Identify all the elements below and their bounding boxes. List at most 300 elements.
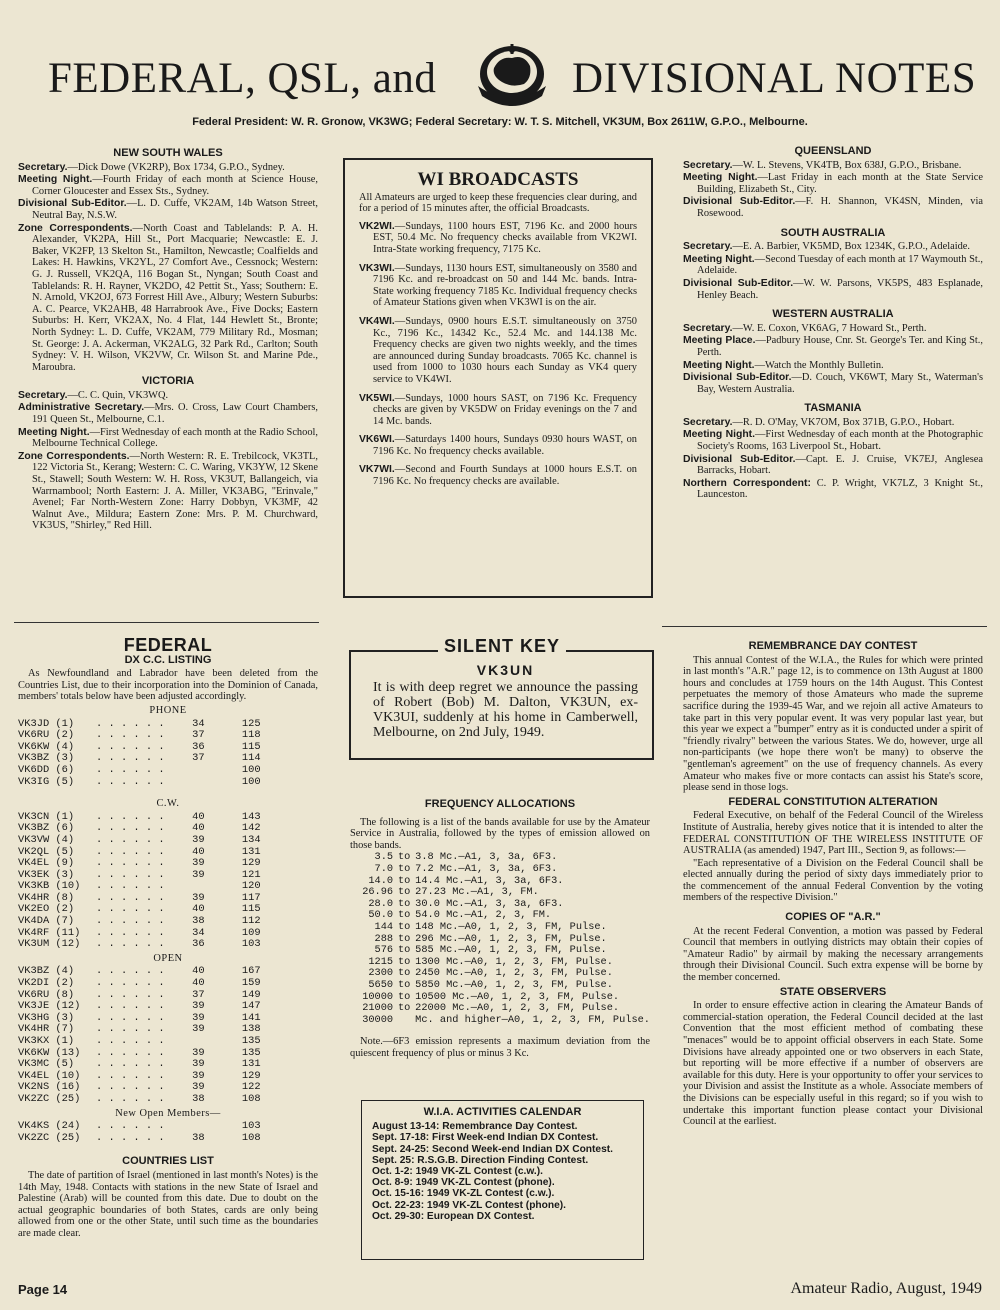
wi-broadcast-items [359,221,637,488]
band-to: to [397,967,411,980]
total-cell: 141 [241,1011,261,1024]
band-start: 21000 [362,1002,394,1015]
band-to: to [397,955,411,968]
annual-cell: 38 [192,915,205,928]
table-row [18,1094,261,1106]
leader-dots: . . . . . . [96,938,165,951]
dx-cc-intro: As Newfoundland and Labrador have been deleted from the Countries List, due to their incorporation into the Dominion of Canada, members' totals below have been adjusted accordingly. [18,668,318,703]
leader-dots: . . . . . . [96,988,165,1001]
total-cell: 112 [241,915,261,928]
frequency-table [350,852,650,1026]
band-to: to [397,1002,411,1015]
entry [683,160,983,172]
leader-dots: . . . . . . [96,717,165,730]
annual-cell: 39 [192,891,205,904]
remembrance-heading: REMEMBRANCE DAY CONTEST [748,640,918,652]
annual-cell: 39 [192,1000,205,1013]
total-cell: 131 [241,1058,261,1071]
leader-dots: . . . . . . [96,857,165,870]
entry-text: —First Wednesday of each month at the Radio School, Melbourne Technical College. [32,426,318,450]
table-row [350,887,650,899]
leader-dots: . . . . . . [96,775,165,788]
new-open-table [18,1121,261,1144]
band-end-emission: 2450 Mc.—A0, 1, 2, 3, FM, Pulse. [415,967,613,980]
annual-cell: 34 [192,926,205,939]
broadcast-call: VK7WI. [359,464,395,476]
broadcast-item [359,434,637,457]
annual-cell: 40 [192,845,205,858]
table-row [18,1121,261,1133]
entry [18,390,318,402]
total-cell: 114 [241,752,261,765]
annual-cell: 36 [192,938,205,951]
total-cell: 121 [241,868,261,881]
band-start: 1215 [368,955,394,968]
leader-dots: . . . . . . [96,1046,165,1059]
callsign-cell: VK3MC (5) [18,1058,75,1071]
silent-key-box [349,650,654,760]
entry-label: Secretary. [18,389,68,401]
band-start: 3.5 [374,851,394,864]
broadcast-text: —Second and Fourth Sundays at 1000 hours E.S.T. on 7196 Kc. No frequency checks are available. [373,464,637,488]
entry [683,360,983,372]
constitution-quote: "Each representative of a Division on the Federal Council shall be elected annually during the period of sixty days immediately prior to the commencement of the annual Federal Convention by the voting members of the respective Division." [683,857,983,904]
entry [18,223,318,374]
broadcast-text: —Sundays, 1130 hours EST, simultaneously on 3580 and 7196 Kc. and re-broadcast on 50 and 144 Mc. bands. Intra-State working frequency 7185 Kc. Individual frequency checks of Amateur Stations given when VK3WI is on the air. [373,262,637,309]
total-cell: 115 [241,740,261,753]
total-cell: 103 [241,938,261,951]
leader-dots: . . . . . . [96,977,165,990]
entry [18,174,318,197]
band-to: to [397,897,411,910]
entry-text: —D. Couch, VK6WT, Mary St., Waterman's Bay, Western Australia. [697,372,983,395]
annual-cell: 38 [192,1131,205,1144]
table-row [350,1015,650,1027]
entry-label: Administrative Secretary. [18,402,145,414]
states-column [683,143,983,502]
annual-cell: 37 [192,988,205,1001]
band-to: to [397,886,411,899]
western-australia-entries [683,323,983,396]
entry-label: Divisional Sub-Editor. [683,372,792,384]
band-end-emission: 1300 Mc.—A0, 1, 2, 3, FM, Pulse. [415,955,613,968]
entry [683,196,983,219]
annual-cell: 39 [192,1023,205,1036]
total-cell: 100 [241,763,261,776]
leader-dots: . . . . . . [96,1081,165,1094]
calendar-item: Oct. 15-16: 1949 VK-ZL Contest (c.w.). [372,1188,555,1200]
calendar-item: Sept. 24-25: Second Week-end Indian DX Contest. [372,1143,613,1155]
band-to: to [397,862,411,875]
callsign-cell: VK4EL (9) [18,857,75,870]
entry-text: —Dick Dowe (VK2RP), Box 1734, G.P.O., Sydney. [67,161,285,173]
entry-text: —Mrs. O. Cross, Law Court Chambers, 191 Queen St., Melbourne, C.1. [32,402,318,426]
entry [683,323,983,335]
copies-heading: COPIES OF "A.R." [785,911,881,924]
total-cell: 147 [241,1000,261,1013]
band-end-emission: 22000 Mc.—A0, 1, 2, 3, FM, Pulse. [415,1002,620,1015]
band-start: 30000 [362,1013,394,1026]
entry-label: Divisional Sub-Editor. [683,277,794,289]
table-row [18,916,261,928]
federal-heading: FEDERAL [123,635,213,655]
callsign-cell: VK2NS (16) [18,1081,81,1094]
band-start: 10000 [362,990,394,1003]
total-cell: 135 [241,1035,261,1047]
callsign-cell: VK6KW (13) [18,1046,81,1059]
broadcast-call: VK3WI. [359,262,395,274]
entry-text: C. P. Wright, VK7LZ, 3 Knight St., Launceston. [697,477,983,501]
table-row [350,864,650,876]
broadcast-text: —Saturdays 1400 hours, Sundays 0930 hours WAST, on 7196 Kc. No frequency checks available. [373,434,637,457]
table-row [18,978,261,990]
entry-text: —W. E. Coxon, VK6AG, 7 Howard St., Perth. [732,322,927,334]
band-start: 5650 [368,978,394,991]
leader-dots: . . . . . . [96,1069,165,1082]
table-row [18,858,261,870]
annual-cell: 34 [192,717,205,730]
nsw-entries [18,162,318,374]
callsign-cell: VK3BZ (3) [18,752,75,765]
observers-heading: STATE OBSERVERS [779,985,887,998]
callsign-cell: VK3BZ (6) [18,822,75,835]
victoria-entries [18,390,318,532]
calendar-item: August 13-14: Remembrance Day Contest. [372,1121,578,1133]
calendar-item: Oct. 29-30: European DX Contest. [372,1210,535,1222]
leader-dots: . . . . . . [96,880,165,893]
entry-text: —North Western: R. E. Trebilcock, VK3TL, 122 Victoria St., Kerang; Western: C. C. Waring, VK3YW, 12 Skene St., Stawell; South Western: W. H. Ross, VK3UT, Ballangeich, via Warrnambool; North Eastern: J. A. Miller, VK3ABG, "Erinvale," Avenel; Far North-Western Zone: Harry Dobbyn, VK3MF, 42 Walnut Ave., Mildura; Eastern Zone: Mrs. P. M. Churchward, VK3US, "Shirley," Red Hill. [32,450,318,532]
silent-key-call: VK3UN [476,662,535,678]
entry-label: Meeting Night. [683,253,755,265]
western-australia-heading: WESTERN AUSTRALIA [772,308,894,321]
callsign-cell: VK2ZC (25) [18,1131,81,1144]
queensland-entries [683,160,983,220]
entry-label: Meeting Night. [18,426,90,438]
total-cell: 100 [241,775,261,788]
total-cell: 118 [241,729,261,742]
calendar-items [372,1121,633,1222]
annual-cell: 39 [192,857,205,870]
band-to: to [397,978,411,991]
observers-text: In order to ensure effective action in clearing the Amateur Bands of commercial-station operation, the Federal Council decided at the last Convention that the most efficient method of combating these "menaces" would be to appoint official observers in each State. Some Divisions have already appointed one or two observers in each State, but reporting will be more effective if a number of observers are available for this duty. Here is your opportunity to offer your services to your Division and assist the Institute as a whole. Associate members of the Divisions can be especially useful in this regard; so if you wish to undertake this important function please contact your Divisional Council at the earliest. [683,1000,983,1128]
south-australia-entries [683,241,983,301]
total-cell: 108 [241,1131,261,1144]
callsign-cell: VK2ZC (25) [18,1092,81,1105]
entry-label: Secretary. [683,159,733,171]
callsign-cell: VK3IG (5) [18,775,75,788]
band-end-emission: 7.2 Mc.—A1, 3, 3a, 6F3. [415,862,558,875]
entry [683,254,983,277]
band-end-emission: Mc. and higher—A0, 1, 2, 3, FM, Pulse. [415,1013,650,1026]
entry-text: —Padbury House, Cnr. St. George's Ter. and King St., Perth. [697,335,983,358]
band-to [393,1015,415,1027]
callsign-cell: VK4DA (7) [18,915,75,928]
annual-cell: 39 [192,833,205,846]
callsign-cell: VK4HR (7) [18,1023,75,1036]
entry [683,172,983,195]
total-cell: 135 [241,1046,261,1059]
annual-cell: 39 [192,1011,205,1024]
leader-dots: . . . . . . [96,740,165,753]
annual-cell: 40 [192,903,205,916]
table-row [350,922,650,934]
callsign-cell: VK3UM (12) [18,938,81,951]
band-start: 576 [374,944,394,957]
title-right: DIVISIONAL NOTES [572,55,977,102]
callsign-cell: VK4EL (10) [18,1069,81,1082]
band-end-emission: 3.8 Mc.—A1, 3, 3a, 6F3. [415,851,558,864]
total-cell: 167 [241,965,261,978]
band-end-emission: 5850 Mc.—A0, 1, 2, 3, FM, Pulse. [415,978,613,991]
broadcast-call: VK6WI. [359,434,395,446]
annual-cell [165,765,205,777]
divider-right [662,626,987,627]
entry-text: —Capt. E. J. Cruise, VK7EJ, Anglesea Barracks, Hobart. [697,453,983,477]
leader-dots: . . . . . . [96,810,165,823]
constitution-heading: FEDERAL CONSTITUTION ALTERATION [728,795,938,808]
federal-column [18,635,318,1241]
band-start: 14.0 [368,874,394,887]
annual-cell: 39 [192,868,205,881]
entry-text: —F. H. Shannon, VK4SN, Minden, via Rosewood. [697,196,983,219]
callsign-cell: VK3KB (10) [18,880,81,893]
broadcast-call: VK2WI. [359,220,395,232]
callsign-cell: VK2DI (2) [18,977,75,990]
total-cell: 115 [241,903,261,916]
entry-label: Secretary. [18,161,68,173]
wi-broadcasts-box [343,158,653,598]
tasmania-entries [683,417,983,501]
callsign-cell: VK3HG (3) [18,1011,75,1024]
officers-line: Federal President: W. R. Gronow, VK3WG; Federal Secretary: W. T. S. Mitchell, VK3UM, Box 2611W, G.P.O., Melbourne. [192,116,808,128]
band-end-emission: 296 Mc.—A0, 1, 2, 3, FM, Pulse. [415,932,607,945]
entry [18,162,318,174]
countries-text: The date of partition of Israel (mentioned in last month's Notes) is the 14th May, 1948. Contacts with stations in the new State of Israel and Palestine (Arab) will be counted from this date. Due to doubt on the actual geographic boundaries of both States, cards are only being allowed from one or the other State, until such time as the boundaries are made clear. [18,1169,318,1239]
annual-cell [165,777,205,789]
remembrance-text: This annual Contest of the W.I.A., the Rules for which were printed in last month's "A.R." page 12, is to commence on 13th August at 1800 hours and concludes at 1759 hours on the 14th August. This Contest perpetuates the memory of those Amateurs who made the supreme sacrifice during the 1939-45 War, and we rejoin all active Amateurs to take part in this very popular event. It was very popular last year, but this year we expect a "bumper" entry as it is conducted under a spirit of "friendly rivalry" between the various States. We do, however, urge all non-participants (we hope there won't be many) to observe the "gentleman's agreement" on the use of frequency channels. As every Amateur who makes five or more contacts can assist his State's score, please send in those logs. [683,654,983,794]
broadcast-text: —Sundays, 0900 hours E.S.T. simultaneously on 3750 Kc., 7196 Kc., 14342 Kc., 52.4 Mc. and 144.138 Mc. Frequency checks are given two nights weekly, and the times are announced during Sunday broadcasts. 7065 Kc. channel is used from 1000 to 1030 hours each Sunday as VK4 query service to VK4WI. [373,315,637,385]
entry-label: Zone Correspondents. [18,450,130,462]
broadcast-item [359,464,637,487]
band-start: 28.0 [368,897,394,910]
entry [683,454,983,477]
broadcast-text: —Sundays, 1000 hours SAST, on 7196 Kc. Frequency checks are given by VK5DW on Friday evenings on the 7 and 14 Mc. bands. [373,392,637,427]
table-row [18,835,261,847]
entry-text: —Fourth Friday of each month at Science House, Corner Gloucester and Essex Sts., Sydney. [32,174,318,197]
callsign-cell: VK2EO (2) [18,903,75,916]
entry [18,427,318,450]
frequency-note: Note.—6F3 emission represents a maximum deviation from the quiescent frequency of plus or minus 3 Kc. [350,1036,650,1059]
annual-cell: 39 [192,1058,205,1071]
broadcast-call: VK4WI. [359,315,395,327]
entry-label: Meeting Night. [683,429,756,441]
cw-table [18,812,261,951]
entry-text: —Watch the Monthly Bulletin. [754,359,884,371]
queensland-heading: QUEENSLAND [794,145,872,157]
entry-label: Meeting Night. [683,172,758,184]
activities-calendar-box [361,1100,644,1260]
leader-dots: . . . . . . [96,1023,165,1036]
phone-label: PHONE [149,704,187,716]
leader-dots: . . . . . . [96,1092,165,1105]
leader-dots: . . . . . . [96,729,165,742]
callsign-cell: VK6RU (8) [18,988,75,1001]
leader-dots: . . . . . . [96,891,165,904]
leader-dots: . . . . . . [96,1120,165,1133]
annual-cell: 40 [192,965,205,978]
entry-label: Northern Correspondent: [683,477,811,489]
leader-dots: . . . . . . [96,752,165,765]
entry-label: Secretary. [683,322,733,334]
annual-cell [165,1036,205,1048]
entry [683,478,983,501]
nsw-heading: NEW SOUTH WALES [113,147,223,159]
entry [683,372,983,395]
annual-cell: 40 [192,810,205,823]
broadcast-item [359,221,637,256]
band-to: to [397,920,411,933]
entry [18,198,318,221]
annual-cell: 39 [192,1046,205,1059]
entry-text: —L. D. Cuffe, VK2AM, 14b Watson Street, Neutral Bay, N.S.W. [32,198,318,221]
band-to: to [397,851,411,864]
callsign-cell: VK4KS (24) [18,1120,81,1133]
band-start: 288 [374,932,394,945]
total-cell: 117 [241,891,261,904]
entry-text: —C. C. Quin, VK3WQ. [67,389,169,401]
entry-label: Secretary. [683,416,733,428]
entry-text: —First Wednesday of each month at the Photographic Society's Rooms, 163 Liverpool St., Hobart. [697,429,983,453]
callsign-cell: VK4RF (11) [18,926,81,939]
broadcast-text: —Sundays, 1100 hours EST, 7196 Kc. and 2000 hours EST, 50.4 Mc. No frequency checks available from VK2WI. Intra-State working frequency, 7175 Kc. [373,220,637,255]
callsign-cell: VK6RU (2) [18,729,75,742]
new-open-label: New Open Members— [115,1107,221,1119]
frequency-heading: FREQUENCY ALLOCATIONS [424,798,576,810]
annual-cell: 40 [192,822,205,835]
calendar-item: Oct. 1-2: 1949 VK-ZL Contest (c.w.). [372,1166,543,1178]
band-start: 7.0 [374,862,394,875]
page-number: Page 14 [18,1282,68,1297]
entry-text: —Second Tuesday of each month at 17 Waymouth St., Adelaide. [697,253,983,277]
open-table [18,966,261,1105]
total-cell: 129 [241,857,261,870]
entry [683,335,983,358]
callsign-cell: VK3JD (1) [18,717,75,730]
table-row [18,730,261,742]
leader-dots: . . . . . . [96,1035,165,1047]
constitution-text: Federal Executive, on behalf of the Federal Council of the Wireless Institute of Australia, hereby gives notice that it is intended to alter the FEDERAL CONSTITUTION OF THE WIRELESS INSTITUTE OF AUSTRALIA (as amended) 1947, Part III., Section 9, as follows:— [683,810,983,857]
entry-text: —W. W. Parsons, VK5PS, 483 Esplanade, Henley Beach. [697,277,983,301]
cw-label: C.W. [156,798,180,810]
entry-label: Secretary. [683,241,733,253]
entry-text: —R. D. O'May, VK7OM, Box 371B, G.P.O., Hobart. [732,416,955,428]
nsw-victoria-column [18,145,318,533]
leader-dots: . . . . . . [96,1000,165,1013]
callsign-cell: VK3JE (12) [18,1000,81,1013]
annual-cell: 38 [192,1092,205,1105]
calendar-item: Oct. 22-23: 1949 VK-ZL Contest (phone). [372,1199,566,1211]
total-cell: 129 [241,1069,261,1082]
callsign-cell: VK4HR (8) [18,891,75,904]
south-australia-heading: SOUTH AUSTRALIA [780,226,886,239]
band-start: 144 [374,920,394,933]
table-row [18,939,261,951]
notices-column [683,638,983,1129]
band-end-emission: 30.0 Mc.—A1, 3, 3a, 6F3. [415,897,564,910]
calendar-title: W.I.A. ACTIVITIES CALENDAR [423,1106,582,1118]
entry-text: —North Coast and Tablelands: P. A. H. Alexander, VK2PA, Hill St., Port Macquarie; Newcastle: E. J. Baker, VK2FP, 13 Skelton St., Hamilton, Newcastle; Coalfields and Lakes: H. Hawkins, VK2YL, 27 Comfort Ave., Cessnock; Western: G. J. Russell, VK2QA, 116 Bogan St., Nyngan; South Coast and Tablelands: R. H. Rayner, VK2DO, 42 Pettit St., Yass; Southern: E. N. Arnold, VK2OJ, 673 Forrest Hill Ave., Albury; Western Suburbs: A. C. Pearce, VK2AHB, 48 Harrabrook Ave., Five Docks; Eastern Suburbs: H. Kerr, VK2AX, No. 4 Flat, 144 Hewlett St., Bronte; North Sydney: L. D. Cuffe, VK2AM, 779 Military Rd., Mosman; St. George: J. A. Ackerman, VK2ALG, 32 Park Rd., Carlton; South Sydney: V. H. Wilson, VK2VW, Cr. Wilson St. and Marine Pde., Maroubra. [32,222,318,373]
annual-cell: 39 [192,1081,205,1094]
band-end-emission: 27.23 Mc.—A1, 3, FM. [415,886,539,899]
calendar-item: Sept. 25: R.S.G.B. Direction Finding Contest. [372,1154,589,1166]
calendar-item: Sept. 17-18: First Week-end Indian DX Contest. [372,1132,599,1144]
entry [683,241,983,253]
masthead [0,40,1000,110]
total-cell: 103 [241,1120,261,1133]
callsign-cell: VK2QL (5) [18,845,75,858]
entry-text: —E. A. Barbier, VK5MD, Box 1234K, G.P.O., Adelaide. [732,241,970,253]
entry-label: Meeting Night. [683,359,755,371]
calendar-item: Oct. 8-9: 1949 VK-ZL Contest (phone). [372,1177,555,1189]
entry-label: Divisional Sub-Editor. [683,453,796,465]
broadcast-call: VK5WI. [359,392,395,404]
dx-cc-heading: DX C.C. LISTING [124,653,212,666]
silent-key-text: It is with deep regret we announce the passing of Robert (Bob) M. Dalton, VK3UN, ex-VK3UI, suddenly at his home in Camberwell, Melbourne, on 2nd July, 1949. [373,680,638,740]
wi-broadcasts-intro: All Amateurs are urged to keep these frequencies clear during, and for a period of 15 minutes after, the official Broadcasts. [359,191,637,215]
countries-heading: COUNTRIES LIST [122,1155,214,1168]
band-start: 26.96 [362,886,394,899]
callsign-cell: VK3KX (1) [18,1035,75,1047]
entry-label: Divisional Sub-Editor. [18,198,127,210]
callsign-cell: VK3CN (1) [18,810,75,823]
entry-label: Divisional Sub-Editor. [683,196,796,208]
annual-cell [165,1121,205,1133]
band-to: to [397,932,411,945]
entry-text: —W. L. Stevens, VK4TB, Box 638J, G.P.O., Brisbane. [732,159,962,171]
leader-dots: . . . . . . [96,965,165,978]
band-end-emission: 585 Mc.—A0, 1, 2, 3, FM, Pulse. [415,944,607,957]
open-label: OPEN [153,952,183,964]
annual-cell: 36 [192,740,205,753]
total-cell: 143 [241,810,261,823]
entry-label: Zone Correspondents. [18,222,133,234]
wireless-institute-emblem-icon [466,40,558,112]
leader-dots: . . . . . . [96,763,165,776]
table-row [18,1036,261,1048]
leader-dots: . . . . . . [96,868,165,881]
callsign-cell: VK3BZ (4) [18,965,75,978]
total-cell: 142 [241,822,261,835]
wi-broadcasts-title: WI BROADCASTS [417,169,579,190]
entry [683,429,983,452]
band-end-emission: 54.0 Mc.—A1, 2, 3, FM. [415,909,552,922]
broadcast-item [359,393,637,428]
copies-text: At the recent Federal Convention, a motion was passed by Federal Council that members in outlying districts may obtain their copies of "Amateur Radio" by airmail by making the necessary arrangements through their Divisional Council. Such extra expense will be borne by the member concerned. [683,925,983,984]
total-cell: 138 [241,1023,261,1036]
entry [683,417,983,429]
divider-left [14,622,319,623]
leader-dots: . . . . . . [96,926,165,939]
frequency-intro: The following is a list of the bands available for use by the Amateur Service in Australia, followed by the types of emission allowed on those bands. [350,816,650,851]
callsign-cell: VK3VW (4) [18,833,75,846]
total-cell: 108 [241,1092,261,1105]
total-cell: 159 [241,977,261,990]
total-cell: 131 [241,845,261,858]
broadcast-item [359,316,637,386]
title-left: FEDERAL, QSL, and [48,55,437,102]
total-cell: 134 [241,833,261,846]
annual-cell: 40 [192,977,205,990]
